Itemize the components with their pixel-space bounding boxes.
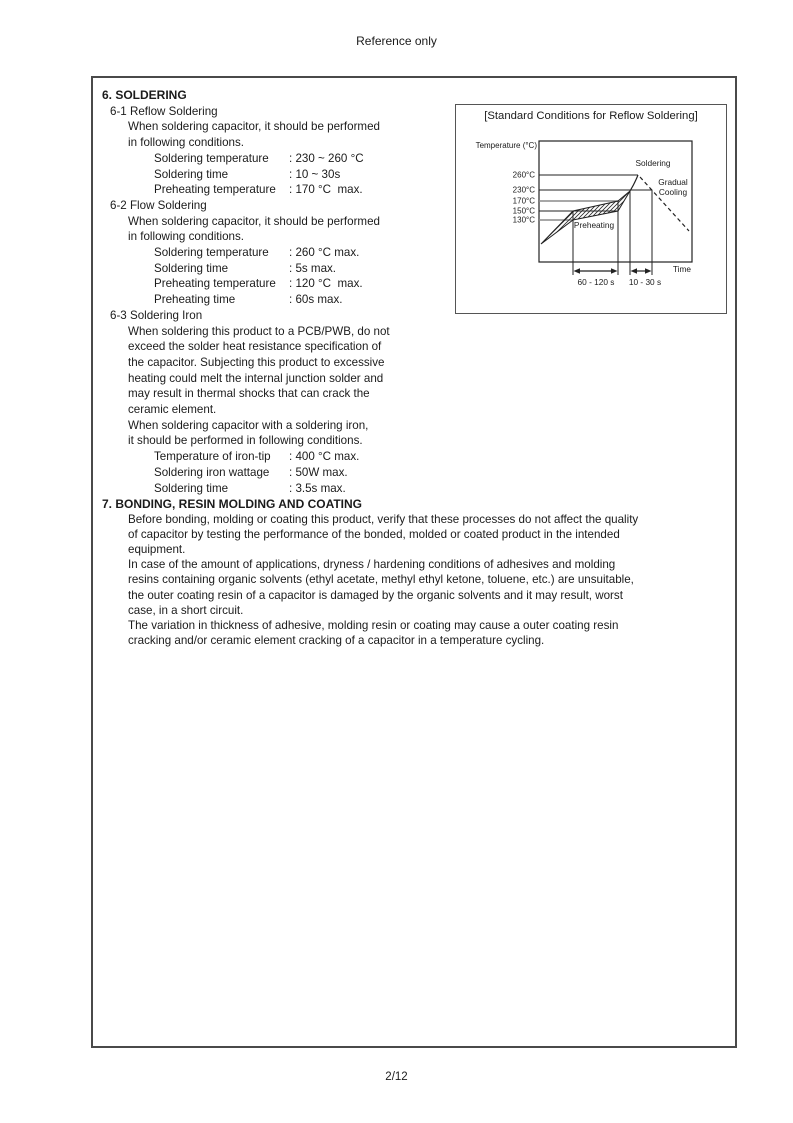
spec-row bbox=[95, 292, 390, 308]
preheating-duration-label: 60 - 120 s bbox=[577, 277, 615, 287]
spec-label: Soldering temperature bbox=[154, 246, 269, 260]
section-6-soldering bbox=[95, 88, 390, 496]
subsection-6-1-title: 6-1 Reflow Soldering bbox=[110, 104, 218, 118]
spec-label: Soldering time bbox=[154, 481, 229, 495]
body-line: When soldering capacitor, it should be performed bbox=[128, 120, 380, 134]
cooling-annotation-2: Cooling bbox=[658, 187, 688, 197]
spec-value: : 260 °C max. bbox=[289, 246, 360, 260]
spec-value: : 120 °C max. bbox=[289, 277, 363, 291]
spec-value: : 400 °C max. bbox=[289, 450, 360, 464]
spec-value: : 170 °C max. bbox=[289, 183, 363, 197]
page-number: 2/12 bbox=[385, 1071, 408, 1083]
subsection-6-3-title: 6-3 Soldering Iron bbox=[110, 308, 203, 322]
body-line: in following conditions. bbox=[128, 136, 245, 150]
spec-label: Soldering iron wattage bbox=[154, 465, 270, 479]
soldering-duration-label: 10 - 30 s bbox=[628, 277, 662, 287]
body-line: of capacitor by testing the performance of the bonded, molded or coated product in the intended bbox=[128, 528, 620, 542]
spec-label: Soldering temperature bbox=[154, 151, 269, 165]
body-line: may result in thermal shocks that can crack the bbox=[128, 387, 370, 401]
spec-row bbox=[95, 465, 390, 481]
body-line: exceed the solder heat resistance specification of bbox=[128, 340, 382, 354]
content-frame bbox=[91, 76, 737, 1048]
spec-label: Preheating temperature bbox=[154, 183, 276, 197]
spec-row bbox=[95, 151, 390, 167]
body-line: the capacitor. Subjecting this product to excessive bbox=[128, 355, 385, 369]
body-line: When soldering capacitor, it should be performed bbox=[128, 214, 380, 228]
body-line: When soldering capacitor with a soldering iron, bbox=[128, 418, 369, 432]
tick-130: 130°C bbox=[512, 215, 535, 225]
spec-label: Preheating time bbox=[154, 293, 236, 307]
spec-label: Temperature of iron-tip bbox=[154, 450, 271, 464]
tick-260: 260°C bbox=[512, 170, 535, 180]
y-tick-labels bbox=[513, 171, 536, 225]
soldering-annotation: Soldering bbox=[635, 158, 671, 168]
y-axis-label: Temperature (°C) bbox=[475, 141, 537, 150]
spec-value: : 5s max. bbox=[289, 261, 337, 275]
spec-row bbox=[95, 167, 390, 183]
body-line: When soldering this product to a PCB/PWB, do not bbox=[128, 324, 390, 338]
spec-label: Preheating temperature bbox=[154, 277, 276, 291]
section-7-heading: 7. BONDING, RESIN MOLDING AND COATING bbox=[102, 497, 363, 511]
spec-label: Soldering time bbox=[154, 167, 229, 181]
spec-row bbox=[95, 481, 390, 497]
section-6-heading: 6. SOLDERING bbox=[102, 88, 187, 102]
preheating-annotation: Preheating bbox=[573, 220, 615, 230]
spec-row bbox=[95, 449, 390, 465]
spec-row bbox=[95, 261, 390, 277]
chart-title: [Standard Conditions for Reflow Soldering] bbox=[484, 110, 698, 122]
spec-value: : 3.5s max. bbox=[289, 481, 346, 495]
body-line: Before bonding, molding or coating this product, verify that these processes do not affect the quality bbox=[128, 513, 639, 527]
reference-only-watermark: Reference only bbox=[356, 34, 437, 48]
tick-150: 150°C bbox=[512, 206, 535, 216]
spec-row bbox=[95, 245, 390, 261]
reflow-profile-plot bbox=[456, 105, 725, 310]
x-axis-label: Time bbox=[672, 264, 692, 274]
spec-row bbox=[95, 276, 390, 292]
spec-label: Soldering time bbox=[154, 261, 229, 275]
spec-value: : 50W max. bbox=[289, 465, 348, 479]
body-line: cracking and/or ceramic element cracking of a capacitor in a temperature cycling. bbox=[128, 633, 545, 647]
cooling-annotation-1: Gradual bbox=[658, 177, 688, 187]
preheating-duration-arrow bbox=[574, 268, 618, 273]
reflow-chart-panel bbox=[455, 104, 727, 314]
body-line: the outer coating resin of a capacitor is damaged by the organic solvents and it may result, worst bbox=[128, 588, 623, 602]
spec-value: : 10 ~ 30s bbox=[289, 167, 341, 181]
body-line: equipment. bbox=[128, 543, 186, 557]
body-line: in following conditions. bbox=[128, 230, 245, 244]
preheating-band bbox=[541, 191, 630, 244]
spec-value: : 230 ~ 260 °C bbox=[289, 151, 364, 165]
tick-230: 230°C bbox=[512, 185, 535, 195]
soldering-ramp bbox=[630, 175, 638, 191]
section-7-bonding bbox=[95, 497, 638, 648]
body-line: The variation in thickness of adhesive, molding resin or coating may cause a outer coating resin bbox=[128, 618, 619, 632]
soldering-duration-arrow bbox=[631, 268, 652, 273]
body-line: In case of the amount of applications, dryness / hardening conditions of adhesives and molding bbox=[128, 558, 616, 572]
body-line: ceramic element. bbox=[128, 403, 217, 417]
tick-170: 170°C bbox=[512, 196, 535, 206]
subsection-6-2-title: 6-2 Flow Soldering bbox=[110, 198, 207, 212]
body-line: heating could melt the internal junction solder and bbox=[128, 371, 384, 385]
body-line: it should be performed in following conditions. bbox=[128, 434, 363, 448]
body-line: resins containing organic solvents (ethyl acetate, methyl ethyl ketone, toluene, etc.) are unsuitable, bbox=[128, 573, 634, 587]
body-line: case, in a short circuit. bbox=[128, 603, 244, 617]
spec-row bbox=[95, 182, 390, 198]
spec-value: : 60s max. bbox=[289, 293, 343, 307]
